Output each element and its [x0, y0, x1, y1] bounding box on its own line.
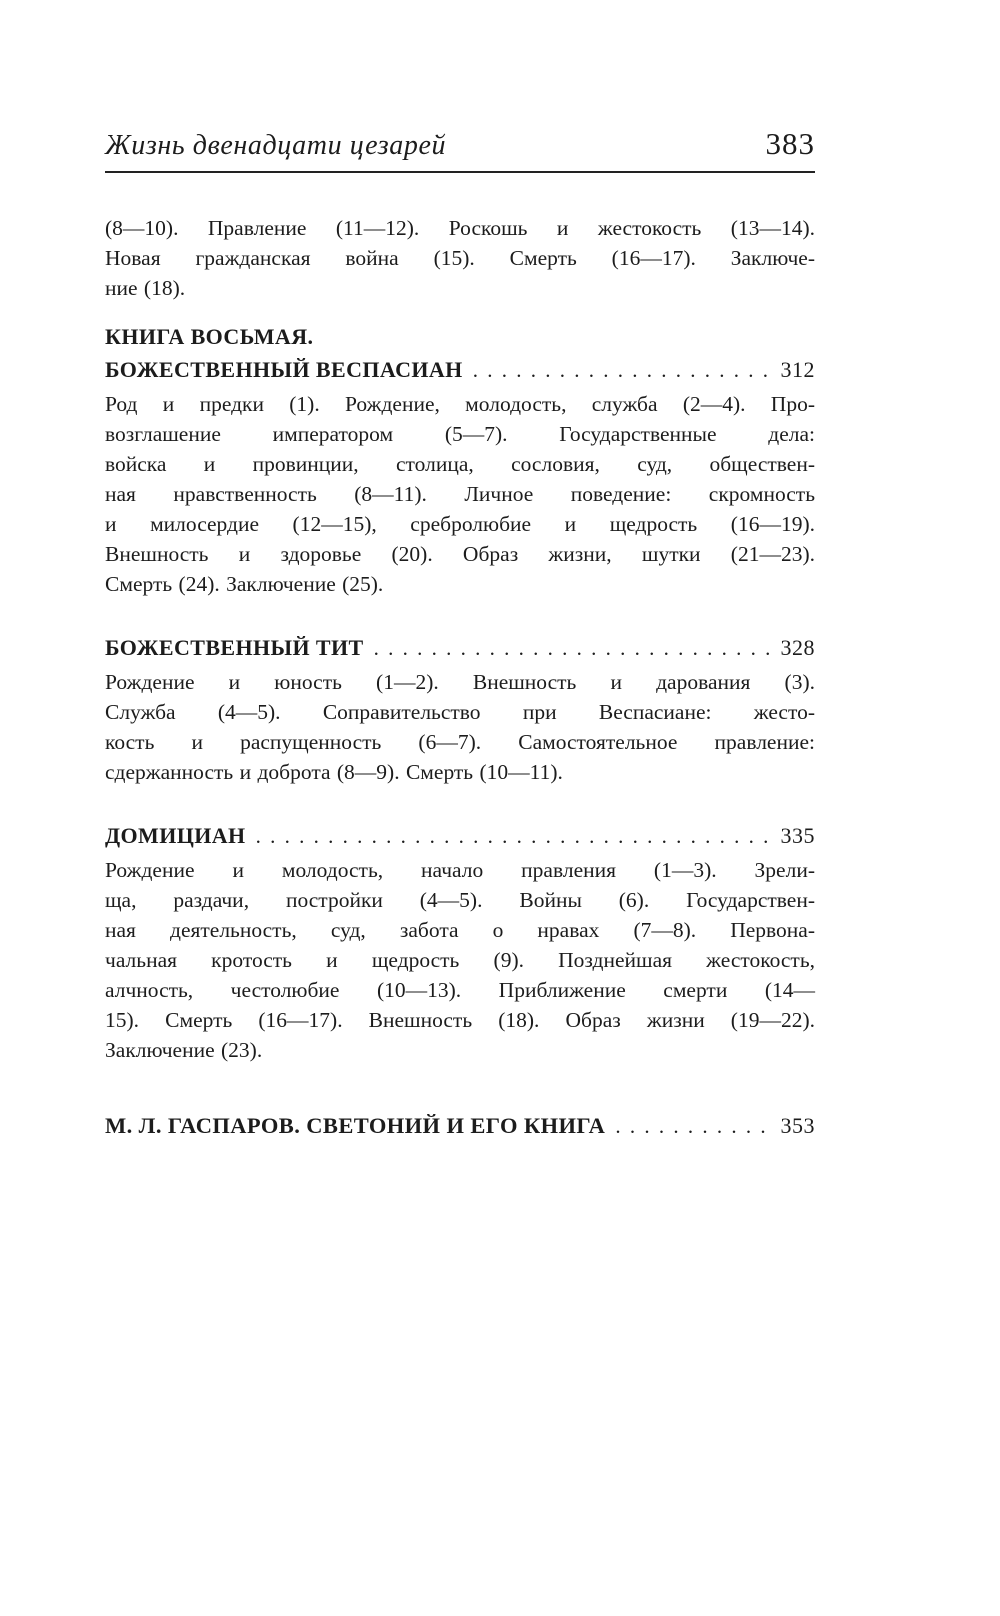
toc-entry-page: 312	[780, 357, 815, 382]
text-line: сдержанность и доброта (8—9). Смерть (10—11).	[105, 760, 563, 784]
page-header	[105, 126, 815, 162]
text-line: кость и распущенность (6—7). Самостоятельное правление:	[105, 730, 815, 754]
toc-section-titus	[105, 631, 815, 787]
toc-entry	[105, 631, 815, 665]
dot-leader	[473, 353, 773, 387]
section-summary	[105, 855, 815, 1065]
text-line: ща, раздачи, постройки (4—5). Войны (6). Государствен-	[105, 888, 815, 912]
text-line: войска и провинции, столица, сословия, суд, обществен-	[105, 452, 815, 476]
page-number: 383	[765, 126, 815, 161]
text-line: Рождение и юность (1—2). Внешность и дарования (3).	[105, 670, 815, 694]
book-heading: КНИГА ВОСЬМАЯ.	[105, 324, 314, 349]
text-line: алчность, честолюбие (10—13). Приближение смерти (14—	[105, 978, 815, 1002]
intro-paragraph	[105, 213, 815, 303]
text-line: возглашение императором (5—7). Государственные дела:	[105, 422, 815, 446]
toc-entry-title: М. Л. ГАСПАРОВ. СВЕТОНИЙ И ЕГО КНИГА	[105, 1113, 606, 1138]
text-line: Служба (4—5). Соправительство при Веспасиане: жесто-	[105, 700, 815, 724]
text-line: и милосердие (12—15), сребролюбие и щедрость (16—19).	[105, 512, 815, 536]
section-summary	[105, 389, 815, 599]
toc-section-domitian	[105, 819, 815, 1065]
toc-entry-title: БОЖЕСТВЕННЫЙ ВЕСПАСИАН	[105, 357, 463, 382]
toc-entry-page: 353	[780, 1113, 815, 1138]
text-line: (8—10). Правление (11—12). Роскошь и жестокость (13—14).	[105, 216, 815, 240]
toc-entry-title: БОЖЕСТВЕННЫЙ ТИТ	[105, 635, 364, 660]
toc-entry-gasparov	[105, 1109, 815, 1143]
dot-leader	[256, 819, 773, 853]
text-line: Смерть (24). Заключение (25).	[105, 572, 384, 596]
text-line: ние (18).	[105, 276, 186, 300]
text-line: Рождение и молодость, начало правления (1—3). Зрели-	[105, 858, 815, 882]
table-of-contents	[105, 213, 815, 1143]
toc-entry-page: 335	[780, 823, 815, 848]
text-line: Заключение (23).	[105, 1038, 263, 1062]
section-summary	[105, 667, 815, 787]
text-line: Внешность и здоровье (20). Образ жизни, шутки (21—23).	[105, 542, 815, 566]
toc-entry	[105, 819, 815, 853]
text-line: ная нравственность (8—11). Личное поведение: скромность	[105, 482, 815, 506]
text-line: чальная кротость и щедрость (9). Позднейшая жестокость,	[105, 948, 815, 972]
running-title: Жизнь двенадцати цезарей	[105, 130, 447, 161]
text-line: Род и предки (1). Рождение, молодость, служба (2—4). Про-	[105, 392, 815, 416]
text-line: 15). Смерть (16—17). Внешность (18). Образ жизни (19—22).	[105, 1008, 815, 1032]
toc-entry-title: ДОМИЦИАН	[105, 823, 246, 848]
dot-leader	[374, 631, 773, 665]
toc-entry	[105, 353, 815, 387]
header-rule-divider	[105, 171, 815, 173]
text-line: Новая гражданская война (15). Смерть (16—17). Заключе-	[105, 246, 815, 270]
toc-section-vespasian	[105, 321, 815, 599]
dot-leader	[615, 1109, 772, 1143]
text-line: ная деятельность, суд, забота о нравах (7—8). Первона-	[105, 918, 815, 942]
toc-entry-page: 328	[780, 635, 815, 660]
